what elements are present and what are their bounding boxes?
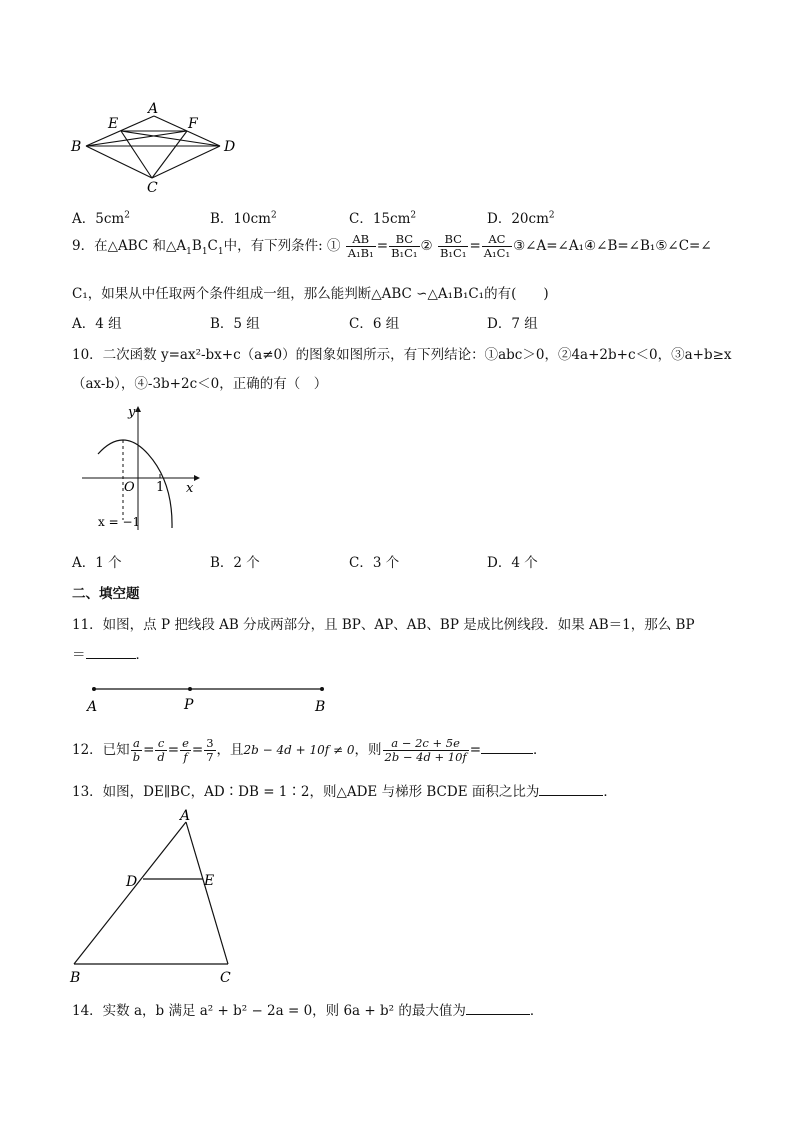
q12-frac-cd: $\frac{c}{d}$ [157, 736, 165, 765]
q9-option-b: B．5 组 [210, 316, 260, 332]
q13-label-c: C [220, 970, 231, 986]
q12-frac-37: $\frac{3}{7}$ [206, 736, 214, 765]
section-heading: 二、填空题 [72, 586, 140, 602]
q11-segment-figure [82, 680, 332, 716]
q9-option-d: D．7 组 [487, 316, 538, 332]
q13-label-e: E [204, 873, 215, 889]
q10-option-d: D．4 个 [487, 555, 538, 571]
q13-triangle-figure [62, 806, 252, 986]
q10-graph-origin: O [124, 480, 135, 495]
q10-option-b: B．2 个 [210, 555, 260, 571]
q12-frac-expr: $\frac{a - 2c + 5e}{2b - 4d + 10f}$ [384, 736, 467, 765]
q11-label-a: A [87, 699, 98, 715]
fig8-label-c: C [147, 180, 158, 195]
q13-label-d: D [126, 874, 138, 890]
q10-line1: 10．二次函数 y=ax²-bx+c（a≠0）的图象如图所示，有下列结论：①abc＞0，②4a+2b+c＜0，③a+b≥x [72, 347, 732, 363]
q10-option-c: C．3 个 [349, 555, 400, 571]
q10-graph [76, 400, 206, 535]
q8-figure [66, 100, 246, 195]
q11-answer-blank[interactable] [86, 658, 136, 659]
q11-label-b: B [315, 699, 326, 715]
q10-graph-x-label: x [186, 481, 194, 496]
q12-frac-ab: $\frac{a}{b}$ [132, 736, 141, 765]
q8-option-d: D．$20cm^2$ [487, 210, 555, 227]
fig8-label-d: D [224, 139, 236, 155]
q11-line1: 11．如图，点 P 把线段 AB 分成两部分，且 BP、AP、AB、BP 是成比例线段．如果 AB＝1，那么 BP [72, 617, 695, 633]
q12-frac-ef: $\frac{e}{f}$ [182, 736, 189, 765]
q12-answer-blank[interactable] [481, 753, 533, 754]
q9-line2: C₁，如果从中任取两个条件组成一组，那么能判断△ABC ∽△A₁B₁C₁的有( ) [72, 286, 549, 302]
q8-option-b: B．$10cm^2$ [210, 210, 277, 227]
q10-option-a: A．1 个 [72, 555, 122, 571]
q14-answer-blank[interactable] [466, 1014, 530, 1015]
q9-line1: 9．在△ABC 和$\triangle A_1B_1C_1$中，有下列条件: ① $\frac{AB}{\text{A₁B₁}}$ = $\frac{BC}{\text{B₁C₁}}$ ② $\frac{BC}{\text{B₁C₁}}$ = $\frac{AC}{\text{A₁C₁}}$ ③∠A=∠A₁④∠B=∠B₁⑤∠C=∠ [72, 232, 712, 261]
q8-option-c: C．$15cm^2$ [349, 210, 417, 227]
q10-line2: （ax-b），④-3b+2c＜0，正确的有（ ） [72, 376, 328, 392]
q9-option-c: C．6 组 [349, 316, 400, 332]
q10-graph-tick-1: 1 [156, 480, 165, 495]
fig8-label-a: A [148, 101, 159, 117]
q9-frac-1: $\frac{AB}{\text{A₁B₁}}$ [347, 232, 374, 261]
q12-line: 12．已知 $\frac{a}{b}$ = $\frac{c}{d}$ = $\frac{e}{f}$ = $\frac{3}{7}$ ，且2b − 4d + 10f ≠ 0，则 $\frac{a - 2c + 5e}{2b - 4d + 10f}$ = ． [72, 736, 547, 765]
q13-label-b: B [70, 970, 81, 986]
q10-graph-axis-label: x = −1 [98, 515, 141, 529]
q9-frac-3: $\frac{BC}{\text{B₁C₁}}$ [439, 232, 467, 261]
q11-line2: ＝ ． [72, 647, 149, 663]
fig8-label-e: E [108, 116, 119, 132]
q13-line: 13．如图，DE∥BC，AD∶DB = 1∶2，则△ADE 与梯形 BCDE 面积之比为 ． [72, 784, 617, 800]
fig8-label-b: B [71, 139, 82, 155]
q13-answer-blank[interactable] [539, 795, 603, 796]
q11-label-p: P [184, 697, 194, 713]
q10-graph-y-label: y [128, 405, 136, 420]
q9-option-a: A．4 组 [72, 316, 122, 332]
q13-label-a: A [180, 808, 191, 824]
fig8-label-f: F [188, 116, 198, 132]
q14-line: 14．实数 a，b 满足 a² + b² − 2a = 0，则 6a + b² 的最大值为 ． [72, 1003, 544, 1019]
q9-frac-2: $\frac{BC}{\text{B₁C₁}}$ [391, 232, 418, 261]
q9-frac-4: $\frac{AC}{\text{A₁C₁}}$ [483, 232, 511, 261]
q8-option-a: A．$5cm^2$ [72, 210, 130, 227]
